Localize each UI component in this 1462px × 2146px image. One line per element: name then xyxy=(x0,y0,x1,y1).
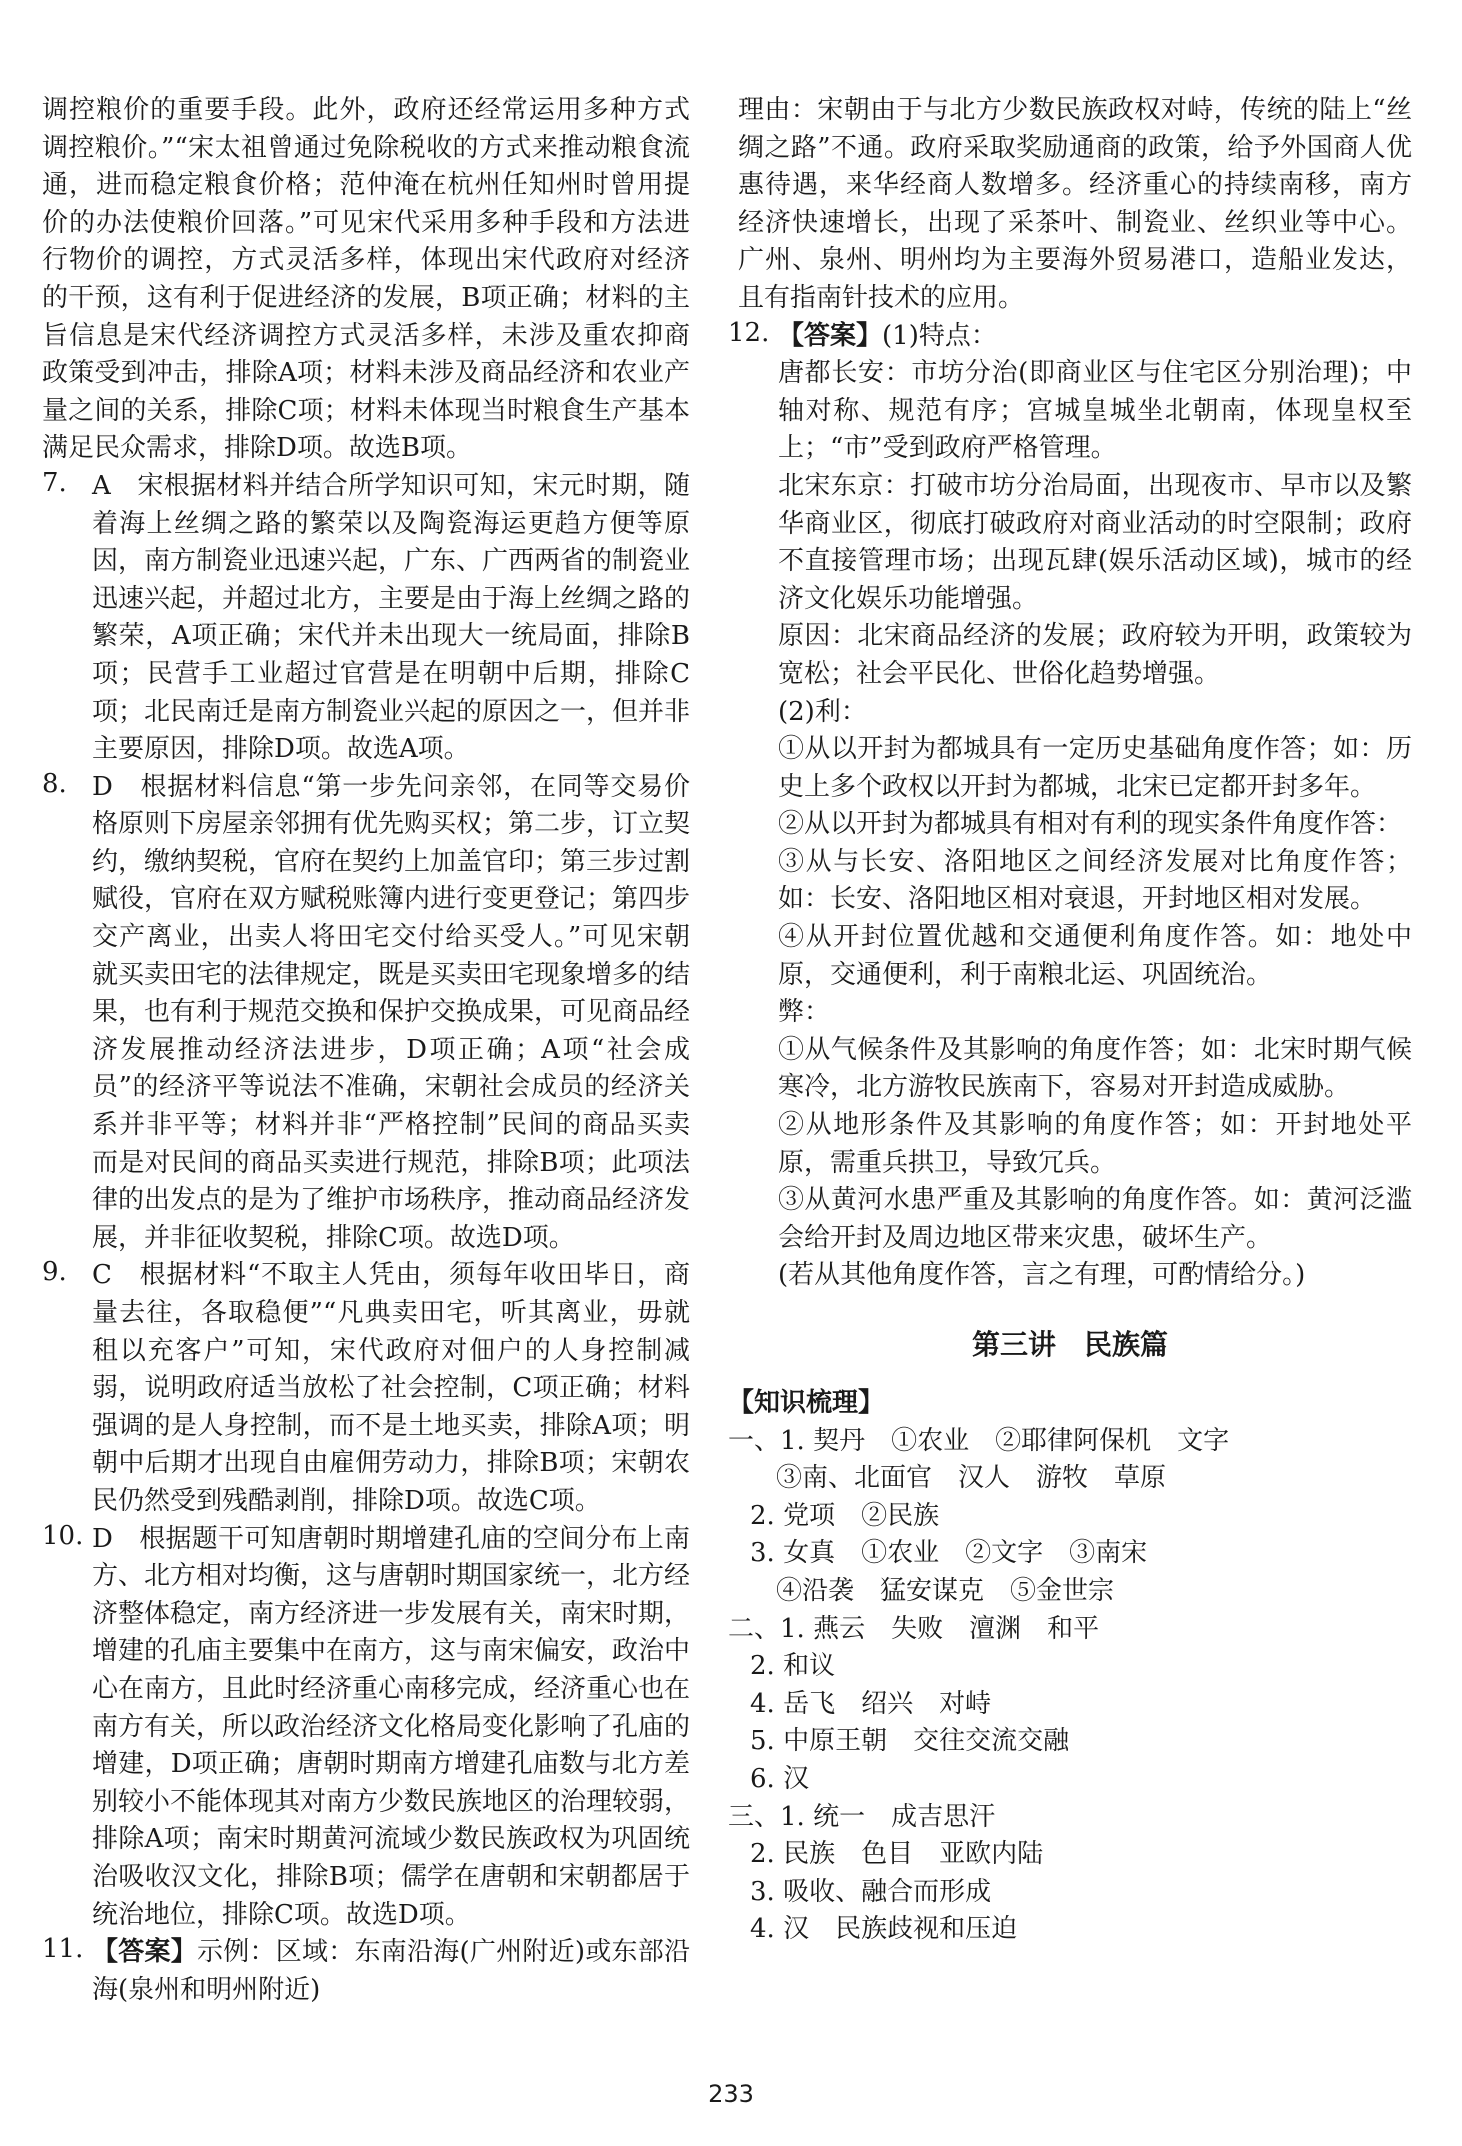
head-text: (1)特点： xyxy=(882,320,997,351)
knowledge-line: ④沿袭 猛安谋克 ⑤金世宗 xyxy=(776,1575,1115,1606)
benefit-4: ④从开封位置优越和交通便利角度作答。如：地处中原，交通便利，利于南粮北运、巩固统治。 xyxy=(778,922,1412,990)
item-head xyxy=(778,318,1412,356)
answer-tag: 【答案】 xyxy=(92,1937,197,1968)
answer-item-11 xyxy=(42,1934,690,2009)
knowledge-line: 2. 和议 xyxy=(750,1651,836,1682)
knowledge-line: 3. 女真 ①农业 ②文字 ③南宋 xyxy=(750,1538,1148,1569)
section-title: 第三讲 民族篇 xyxy=(971,1328,1168,1361)
knowledge-line: 三、1. 统一 成吉思汗 xyxy=(728,1801,996,1832)
item-text xyxy=(92,1934,690,2009)
knowledge-line: 2. 党项 ②民族 xyxy=(750,1500,940,1531)
scoring-note: (若从其他角度作答，言之有理，可酌情给分。) xyxy=(778,1260,1306,1291)
item-number: 10. xyxy=(42,1520,84,1551)
reason-paragraph: 理由：宋朝由于与北方少数民族政权对峙，传统的陆上“丝绸之路”不通。政府采取奖励通商的政策，给予外国商人优惠待遇，来华经商人数增多。经济重心的持续南移，南方经济快速增长，出现了采茶叶、制瓷业、丝织业等中心。广州、泉州、明州均为主要海外贸易港口，造船业发达，且有指南针技术的应用。 xyxy=(738,95,1412,313)
drawback-2: ②从地形条件及其影响的角度作答；如：开封地处平原，需重兵拱卫，导致冗兵。 xyxy=(778,1110,1412,1178)
answer-item-7 xyxy=(42,468,690,769)
drawback-1: ①从气候条件及其影响的角度作答；如：北宋时期气候寒冷，北方游牧民族南下，容易对开封造成威胁。 xyxy=(778,1034,1412,1103)
knowledge-list xyxy=(728,1423,1412,1949)
knowledge-line: 一、1. 契丹 ①农业 ②耶律阿保机 文字 xyxy=(728,1425,1230,1456)
knowledge-title: 【知识梳理】 xyxy=(728,1388,885,1418)
knowledge-line: 4. 岳飞 绍兴 对峙 xyxy=(750,1688,992,1719)
answer-text: 示例：区域：东南沿海(广州附近)或东部沿海(泉州和明州附近) xyxy=(92,1937,690,2005)
item-number: 8. xyxy=(42,768,67,799)
item-text: C 根据材料“不取主人凭由，须每年收田毕日，商量去往，各取稳便”“凡典卖田宅，听其离业，毋就租以充客户”可知，宋代政府对佃户的人身控制减弱，说明政府适当放松了社会控制，C项正确；材料强调的是人身控制，而不是土地买卖，排除A项；明朝中后期才出现自由雇佣劳动力，排除B项；宋朝农民仍然受到残酷剥削，排除D项。故选C项。 xyxy=(92,1260,690,1516)
song-dongjing-paragraph: 北宋东京：打破市坊分治局面，出现夜市、早市以及繁华商业区，彻底打破政府对商业活动的时空限制；政府不直接管理市场；出现瓦肆(娱乐活动区域)，城市的经济文化娱乐功能增强。 xyxy=(778,470,1412,614)
item-text: D 根据题干可知唐朝时期增建孔庙的空间分布上南方、北方相对均衡，这与唐朝时期国家统一，北方经济整体稳定，南方经济进一步发展有关，南宋时期，增建的孔庙主要集中在南方，这与南宋偏安，政治中心在南方，且此时经济重心南移完成，经济重心也在南方有关，所以政治经济文化格局变化影响了孔庙的增建，D项正确；唐朝时期南方增建孔庙数与北方差别较小不能体现其对南方少数民族地区的治理较弱，排除A项；南宋时期黄河流域少数民族政权为巩固统治吸收汉文化，排除B项；儒学在唐朝和宋朝都居于统治地位，排除C项。故选D项。 xyxy=(92,1523,691,1930)
item-number: 12. xyxy=(728,317,770,348)
benefit-2: ②从以开封为都城具有相对有利的现实条件角度作答： xyxy=(778,809,1403,840)
tang-changan-paragraph: 唐都长安：市坊分治(即商业区与住宅区分别治理)；中轴对称、规范有序；宫城皇城坐北朝南，体现皇权至上；“市”受到政府严格管理。 xyxy=(778,358,1412,464)
answer-item-12 xyxy=(728,318,1412,1295)
item-number: 7. xyxy=(42,467,67,498)
drawback-3: ③从黄河水患严重及其影响的角度作答。如：黄河泛滥会给开封及周边地区带来灾患，破坏生产。 xyxy=(778,1185,1412,1253)
item-text: A 宋根据材料并结合所学知识可知，宋元时期，随着海上丝绸之路的繁荣以及陶瓷海运更趋方便等原因，南方制瓷业迅速兴起，广东、广西两省的制瓷业迅速兴起，并超过北方，主要是由于海上丝绸之路的繁荣，A项正确；宋代并未出现大一统局面，排除B项；民营手工业超过官营是在明朝中后期，排除C项；北民南迁是南方制瓷业兴起的原因之一，但并非主要原因，排除D项。故选A项。 xyxy=(92,470,691,765)
answer-tag: 【答案】 xyxy=(778,320,883,351)
right-column xyxy=(728,92,1412,1949)
answer-item-10 xyxy=(42,1521,690,1935)
item-body xyxy=(778,318,1412,1295)
knowledge-line: 2. 民族 色目 亚欧内陆 xyxy=(750,1839,1044,1870)
benefit-1: ①从以开封为都城具有一定历史基础角度作答；如：历史上多个政权以开封为都城，北宋已定都开封多年。 xyxy=(778,734,1412,802)
item-number: 9. xyxy=(42,1257,67,1288)
page-number: 233 xyxy=(708,2080,754,2108)
knowledge-line: 3. 吸收、融合而形成 xyxy=(750,1876,992,1907)
benefit-3: ③从与长安、洛阳地区之间经济发展对比角度作答；如：长安、洛阳地区相对衰退，开封地区相对发展。 xyxy=(778,846,1412,915)
item-text: D 根据材料信息“第一步先问亲邻，在同等交易价格原则下房屋亲邻拥有优先购买权；第二步，订立契约，缴纳契税，官府在契约上加盖官印；第三步过割赋役，官府在双方赋税账簿内进行变更登记；第四步交产离业，出卖人将田宅交付给买受人。”可见宋朝就买卖田宅的法律规定，既是买卖田宅现象增多的结果，也有利于规范交换和保护交换成果，可见商品经济发展推动经济法进步，D项正确；A项“社会成员”的经济平等说法不准确，宋朝社会成员的经济关系并非平等；材料并非“严格控制”民间的商品买卖而是对民间的商品买卖进行规范，排除B项；此项法律的出发点的是为了维护市场秩序，推动商品经济发展，并非征收契税，排除C项。故选D项。 xyxy=(92,771,691,1253)
knowledge-line: 二、1. 燕云 失败 澶渊 和平 xyxy=(728,1613,1100,1644)
drawback-head: 弊： xyxy=(778,997,831,1028)
answer-item-8 xyxy=(42,769,690,1258)
benefit-head: (2)利： xyxy=(778,696,867,727)
knowledge-line: 6. 汉 xyxy=(750,1763,810,1794)
answer-item-9 xyxy=(42,1257,690,1520)
continuation-paragraph: 调控粮价的重要手段。此外，政府还经常运用多种方式调控粮价。”“宋太祖曾通过免除税收的方式来推动粮食流通，进而稳定粮食价格；范仲淹在杭州任知州时曾用提价的办法使粮价回落。”可见宋代采用多种手段和方法进行物价的调控，方式灵活多样，体现出宋代政府对经济的干预，这有利于促进经济的发展，B项正确；材料的主旨信息是宋代经济调控方式灵活多样，未涉及重农抑商政策受到冲击，排除A项；材料未涉及商品经济和农业产量之间的关系，排除C项；材料未体现当时粮食生产基本满足民众需求，排除D项。故选B项。 xyxy=(42,95,690,464)
reason-paragraph: 原因：北宋商品经济的发展；政府较为开明，政策较为宽松；社会平民化、世俗化趋势增强。 xyxy=(778,621,1412,689)
left-column xyxy=(42,92,690,2009)
item-number: 11. xyxy=(42,1934,84,1965)
knowledge-line: ③南、北面官 汉人 游牧 草原 xyxy=(776,1463,1167,1494)
knowledge-line: 4. 汉 民族歧视和压迫 xyxy=(750,1914,1018,1945)
knowledge-line: 5. 中原王朝 交往交流交融 xyxy=(750,1726,1070,1757)
